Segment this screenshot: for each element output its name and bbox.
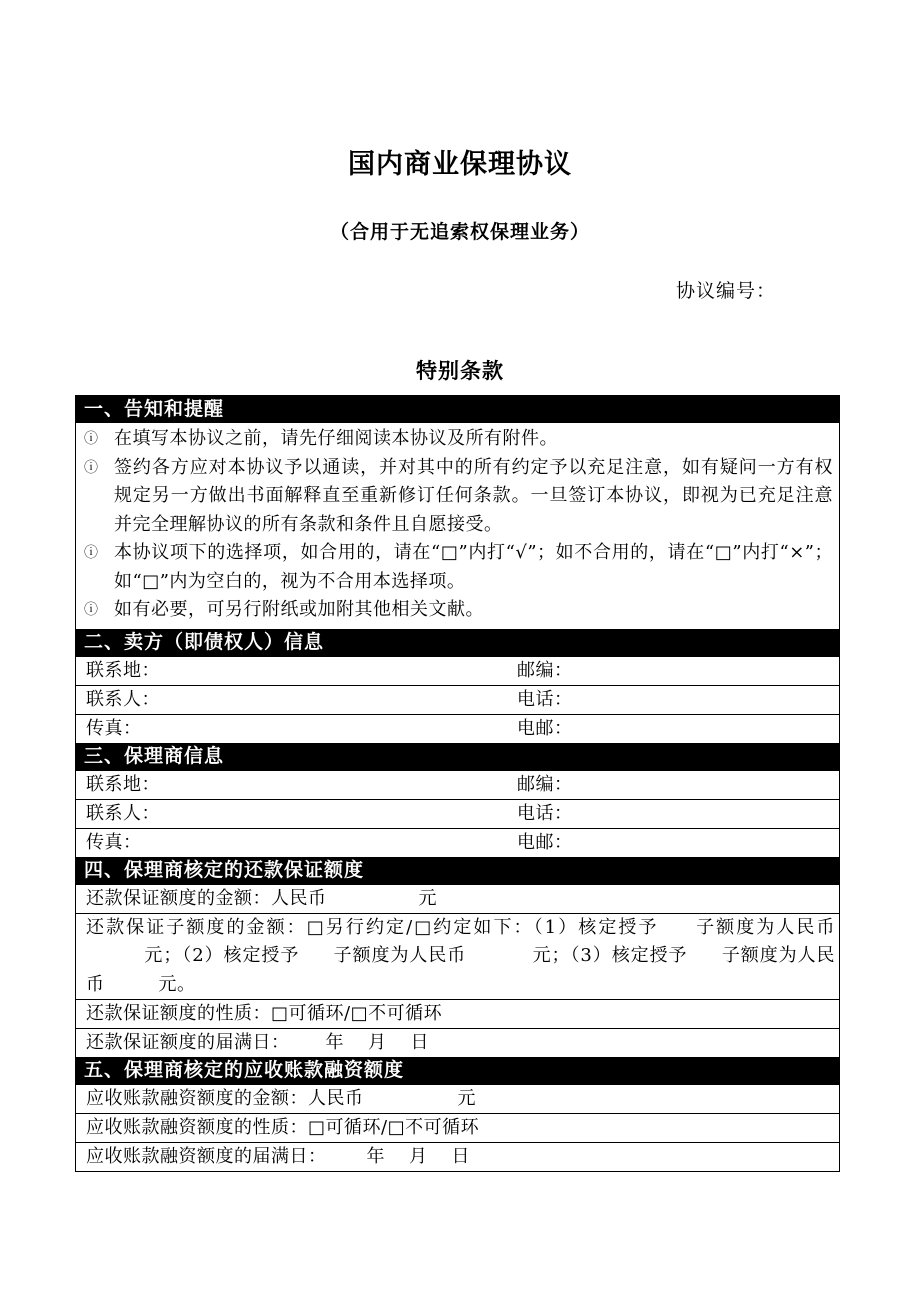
document-subtitle: （合用于无追索权保理业务） [329, 221, 590, 243]
notice-item [84, 454, 833, 540]
day-label: 日 [451, 1146, 470, 1167]
guarantee-amount-unit: 元 [418, 887, 437, 909]
notice-item [84, 539, 833, 596]
agreement-number-label: 协议编号： [676, 280, 777, 302]
document-title: 国内商业保理协议 [348, 149, 572, 180]
section-1-heading: 一、告知和提醒 [76, 396, 839, 423]
factor-fax-row [76, 828, 839, 857]
financing-amount-label: 应收账款融资额度的金额：人民币 [86, 1088, 364, 1109]
seller-postcode-field[interactable]: 邮编： [517, 659, 573, 681]
sublimit-text: 还款保证子额度的金额：□另行约定/□约定如下：（1）核定授予 [86, 916, 659, 938]
special-terms-heading: 特别条款 [416, 359, 504, 383]
notice-text: 本协议项下的选择项，如合用的，请在“□”内打“√”；如不合用的，请在“□”内打“×”；如“□”内为空白的，视为不合用本选择项。 [114, 542, 833, 592]
year-label: 年 [366, 1146, 385, 1167]
sublimit-text: 元；（3）核定授予 [532, 945, 688, 966]
seller-address-row [76, 656, 839, 685]
factor-postcode-field[interactable]: 邮编： [517, 773, 573, 795]
notice-text: 在填写本协议之前，请先仔细阅读本协议及所有附件。 [114, 428, 558, 449]
seller-phone-field[interactable]: 电话： [517, 688, 573, 710]
notice-item [84, 425, 833, 454]
factor-address-field[interactable]: 联系地： [86, 773, 160, 795]
financing-nature-row [76, 1113, 839, 1142]
month-label: 月 [368, 1032, 387, 1053]
seller-address-field[interactable]: 联系地： [86, 659, 160, 681]
sublimit-text: 子额度为人民币 [333, 945, 467, 966]
guarantee-amount-label: 还款保证额度的金额：人民币 [86, 887, 327, 909]
factor-contact-field[interactable]: 联系人： [86, 802, 160, 824]
financing-amount-row [76, 1084, 839, 1113]
seller-fax-row [76, 714, 839, 743]
seller-fax-field[interactable]: 传真： [86, 717, 142, 739]
financing-amount-unit: 元 [457, 1088, 476, 1109]
info-icon: ⓘ [84, 459, 99, 476]
factor-phone-field[interactable]: 电话： [517, 802, 573, 824]
factor-email-field[interactable]: 电邮： [517, 831, 573, 853]
sublimit-text: 子额度为人民币 [86, 945, 836, 995]
section-5-heading: 五、保理商核定的应收账款融资额度 [76, 1057, 839, 1084]
notice-list [76, 423, 839, 629]
financing-nature-options[interactable]: 应收账款融资额度的性质：□可循环/□不可循环 [86, 1117, 480, 1138]
guarantee-nature-row [76, 999, 839, 1028]
day-label: 日 [410, 1032, 429, 1053]
special-terms-table [75, 395, 840, 1172]
seller-contact-row [76, 685, 839, 714]
financing-expiry-label: 应收账款融资额度的届满日： [86, 1146, 327, 1167]
month-label: 月 [409, 1146, 428, 1167]
factor-address-row [76, 770, 839, 799]
factor-fax-field[interactable]: 传真： [86, 831, 142, 853]
section-4-heading: 四、保理商核定的还款保证额度 [76, 857, 839, 884]
guarantee-amount-row [76, 884, 839, 913]
section-2-heading: 二、卖方（即债权人）信息 [76, 629, 839, 656]
notice-text: 签约各方应对本协议予以通读，并对其中的所有约定予以充足注意，如有疑问一方有权规定另一方做出书面解释直至重新修订任何条款。一旦签订本协议，即视为已充足注意并完全理解协议的所有条款和条件且自愿接受。 [114, 456, 833, 535]
info-icon: ⓘ [84, 602, 99, 618]
guarantee-expiry-label: 还款保证额度的届满日： [86, 1032, 290, 1053]
info-icon: ⓘ [84, 545, 99, 561]
year-label: 年 [325, 1032, 344, 1053]
section-3-heading: 三、保理商信息 [76, 743, 839, 770]
guarantee-nature-options[interactable]: 还款保证额度的性质：□可循环/□不可循环 [86, 1003, 443, 1024]
notice-text: 如有必要，可另行附纸或加附其他相关文献。 [114, 599, 484, 620]
seller-email-field[interactable]: 电邮： [517, 717, 573, 739]
guarantee-sublimit-row [76, 913, 839, 1000]
factor-contact-row [76, 799, 839, 828]
seller-contact-field[interactable]: 联系人： [86, 688, 160, 710]
guarantee-expiry-row [76, 1028, 839, 1057]
sublimit-text: 元。 [158, 973, 196, 995]
sublimit-text: 元；（2）核定授予 [144, 945, 300, 966]
financing-expiry-row [76, 1142, 839, 1171]
info-icon: ⓘ [84, 431, 99, 447]
notice-item [84, 596, 833, 625]
sublimit-text: 子额度为人民币 [694, 916, 835, 938]
